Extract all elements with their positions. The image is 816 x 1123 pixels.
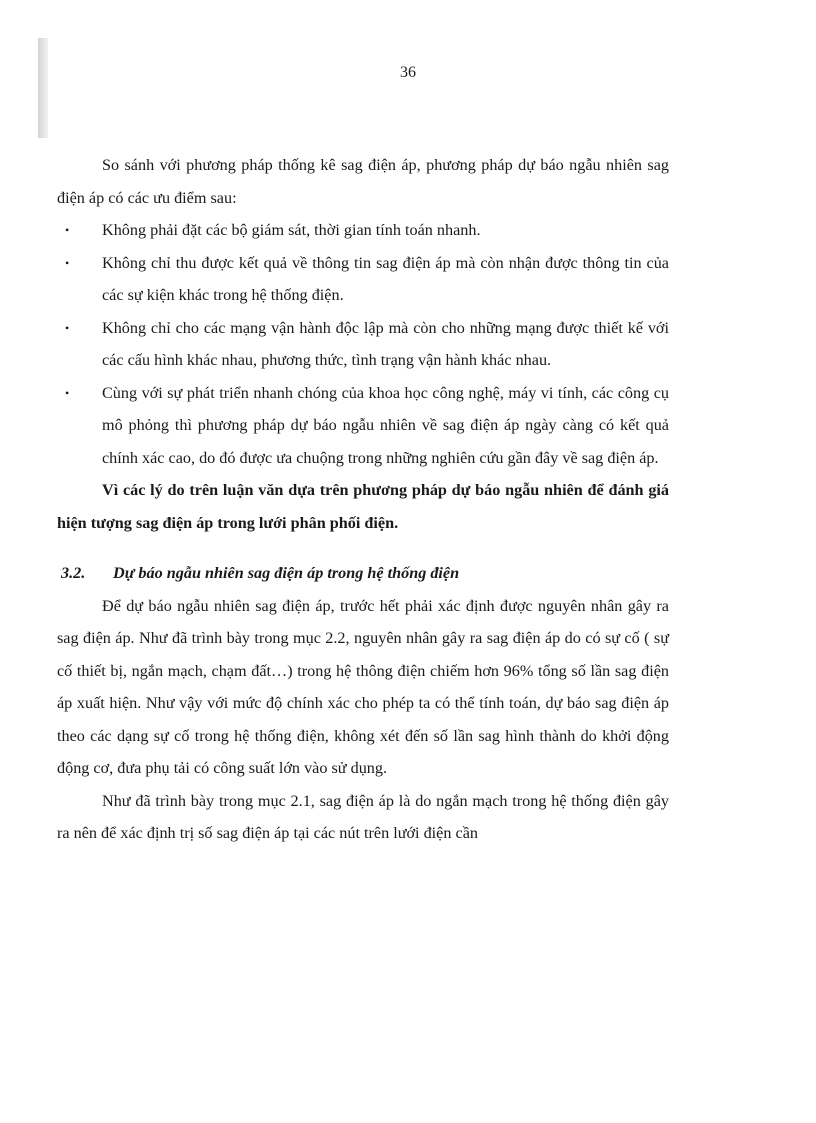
- page-number: 36: [400, 64, 416, 81]
- bullet-icon: •: [65, 255, 70, 270]
- bullet-icon: •: [65, 223, 70, 237]
- list-item: [57, 247, 669, 312]
- conclusion-paragraph: Vì các lý do trên luận văn dựa trên phương pháp dự báo ngẫu nhiên để đánh giá hiện tượng sag điện áp trong lưới phân phối điện.: [57, 481, 669, 532]
- scan-edge-shadow: [38, 38, 48, 138]
- bullet-icon: •: [65, 320, 70, 335]
- section-title: Dự báo ngẫu nhiên sag điện áp trong hệ thống điện: [113, 564, 460, 582]
- list-item-text: Không chỉ cho các mạng vận hành độc lập mà còn cho những mạng được thiết kế với các cấu hình khác nhau, phương thức, tình trạng vận hành khác nhau.: [102, 318, 669, 369]
- section-heading: [57, 557, 669, 590]
- intro-paragraph: So sánh với phương pháp thống kê sag điện áp, phương pháp dự báo ngẫu nhiên sag điện áp có các ưu điểm sau:: [57, 156, 669, 207]
- body-paragraph: Để dự báo ngẫu nhiên sag điện áp, trước hết phải xác định được nguyên nhân gây ra sag điện áp. Như đã trình bày trong mục 2.2, nguyên nhân gây ra sag điện áp do có sự cố ( sự cố thiết bị, ngắn mạch, chạm đất…) trong hệ thông điện chiếm hơn 96% tổng số lần sag điện áp xuất hiện. Như vậy với mức độ chính xác cho phép ta có thể tính toán, dự báo sag điện áp theo các dạng sự cố trong hệ thống điện, không xét đến số lần sag hình thành do khởi động động cơ, đưa phụ tải có công suất lớn vào sử dụng.: [57, 596, 669, 777]
- advantages-list: [57, 214, 669, 474]
- list-item: [57, 214, 669, 247]
- list-item-text: Cùng với sự phát triển nhanh chóng của khoa học công nghệ, máy vi tính, các công cụ mô phỏng thì phương pháp dự báo ngẫu nhiên về sag điện áp ngày càng có kết quả chính xác cao, do đó được ưa chuộng trong những nghiên cứu gần đây về sag điện áp.: [102, 383, 669, 467]
- list-item-text: Không chỉ thu được kết quả về thông tin sag điện áp mà còn nhận được thông tin của các sự kiện khác trong hệ thống điện.: [102, 253, 669, 304]
- bullet-icon: •: [65, 385, 70, 400]
- document-body: [57, 149, 669, 850]
- list-item-text: Không phải đặt các bộ giám sát, thời gian tính toán nhanh.: [102, 221, 481, 239]
- section-number: 3.2.: [61, 564, 86, 582]
- body-paragraph: Như đã trình bày trong mục 2.1, sag điện áp là do ngắn mạch trong hệ thống điện gây ra nên để xác định trị số sag điện áp tại các nút trên lưới điện cần: [57, 791, 669, 842]
- list-item: [57, 377, 669, 475]
- list-item: [57, 312, 669, 377]
